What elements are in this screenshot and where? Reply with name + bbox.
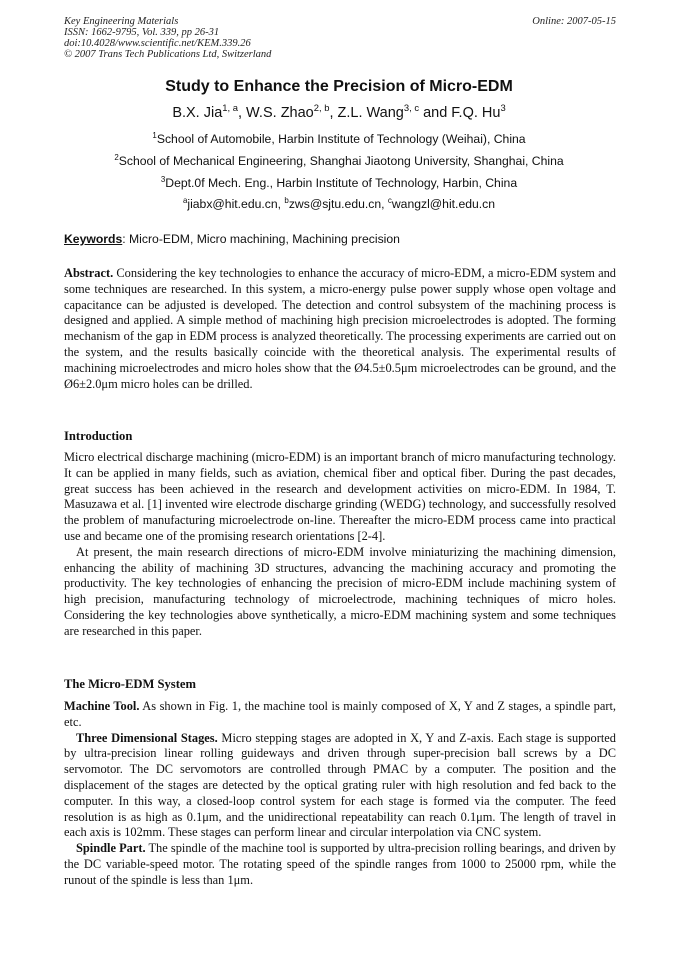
online-date: Online: 2007-05-15 <box>532 16 616 27</box>
affiliation-text: School of Automobile, Harbin Institute of Technology (Weihai), China <box>156 132 526 146</box>
abstract-label: Abstract. <box>64 266 114 280</box>
paper-title: Study to Enhance the Precision of Micro-EDM <box>165 78 513 95</box>
copyright-line: © 2007 Trans Tech Publications Ltd, Switzerland <box>64 49 272 60</box>
author-separator: , <box>237 105 247 121</box>
author-list <box>0 102 678 121</box>
intro-paragraph-2: At present, the main research directions of micro-EDM involve miniaturizing the machining dimension, enhancing the ability of machining 3D structures, advancing the machining accuracy and promoting the productivity. The key technologies of enhancing the precision of micro-EDM include machining system of high precision, manufacturing technology of microelectrode, machining techniques of micro holes. Considering the key technologies above synthetically, a micro-EDM machining system and some techniques are researched in this paper. <box>64 544 616 638</box>
affiliation-text: School of Mechanical Engineering, Shanghai Jiaotong University, Shanghai, China <box>118 154 564 168</box>
issn-line: ISSN: 1662-9795, Vol. 339, pp 26-31 <box>64 27 220 38</box>
system-body <box>64 699 616 889</box>
stages-paragraph <box>64 731 616 842</box>
author-affil-mark: 3 <box>500 102 506 114</box>
intro-paragraph-1: Micro electrical discharge machining (micro-EDM) is an important branch of micro manufacturing technology. It can be applied in many fields, such as aviation, chemical fiber and optical fiber. During the past decades, great success has been achieved in the research and development activities on micro-EDM. In 1984, T. Masuzawa et al. [1] invented wire electrode discharge grinding (WEDG) technology, and successfully resolved the problem of manufacturing microelectrode on-line. Thereafter the micro-EDM process came into practical use and became one of the promising research orientations [2-4]. <box>64 450 616 543</box>
keywords-line <box>64 232 616 246</box>
email-mark: c <box>387 195 392 205</box>
journal-header <box>64 16 616 60</box>
email-mark: b <box>284 195 289 205</box>
author-affil-mark: 3, c <box>403 102 420 114</box>
spindle-paragraph <box>64 841 616 888</box>
abstract-paragraph <box>64 266 616 392</box>
stages-text: Micro stepping stages are adopted in X, Y and Z-axis. Each stage is supported by ultra-precision linear rolling guideways and driven through super-precision ball screws by a DC servomotor. The DC servomotors are controlled through PMAC by a computer. The position and the displacement of the stages are detected by the optical grating ruler with high resolution and fed back to the computer. In this way, a closed-loop control system for each stage is formed via the computer. The feed resolution is as high as 0.1μm, and the unidirectional repeatability can reach 0.1μm. The length of travel in each axis is 102mm. These stages can perform linear and circular interpolation via CNC system. <box>64 730 616 840</box>
spindle-text: The spindle of the machine tool is supported by ultra-precision rolling bearings, and driven by the DC variable-speed motor. The rotating speed of the spindle ranges from 1000 to 25000 rpm, while the runout of the spindle is less than 1μm. <box>64 841 616 887</box>
email-mark: a <box>182 195 188 205</box>
system-heading: The Micro-EDM System <box>64 677 196 691</box>
machine-tool-paragraph <box>64 699 616 731</box>
stages-label: Three Dimensional Stages. <box>76 730 218 745</box>
keywords-label: Keywords <box>64 232 123 246</box>
author-affil-mark: 2, b <box>313 102 330 114</box>
affiliation-text: Dept.0f Mech. Eng., Harbin Institute of Technology, Harbin, China <box>165 176 518 190</box>
introduction-body <box>64 450 616 640</box>
doi-line: doi:10.4028/www.scientific.net/KEM.339.26 <box>64 38 251 49</box>
author-affil-mark: 1, a <box>222 102 238 114</box>
author-separator: , <box>329 105 338 121</box>
author-name: F.Q. Hu <box>451 105 501 121</box>
email-address: jiabx@hit.edu.cn, <box>187 197 285 211</box>
machine-tool-text: As shown in Fig. 1, the machine tool is mainly composed of X, Y and Z stages, a spindle part, etc. <box>64 699 617 729</box>
author-name: W.S. Zhao <box>246 105 314 121</box>
author-name: Z.L. Wang <box>337 105 404 121</box>
machine-tool-label: Machine Tool. <box>64 699 140 713</box>
author-name: B.X. Jia <box>172 105 223 121</box>
affiliation-mark: 3 <box>160 174 166 184</box>
spindle-label: Spindle Part. <box>76 841 146 856</box>
introduction-heading: Introduction <box>64 429 133 443</box>
keywords-text: : Micro-EDM, Micro machining, Machining precision <box>122 232 400 246</box>
email-address: wangzl@hit.edu.cn <box>391 197 496 211</box>
affiliation-mark: 1 <box>152 130 157 140</box>
affiliation-2 <box>0 154 678 168</box>
affiliation-mark: 2 <box>114 152 119 162</box>
journal-name: Key Engineering Materials <box>64 16 179 27</box>
abstract-text: Considering the key technologies to enhance the accuracy of micro-EDM, a micro-EDM system and some techniques are researched. In this system, a micro-energy pulse power supply whose open voltage and capacitance can be adjusted is developed. The detection and control subsystem of the machining process is designed and applied. A simple method of machining high precision microelectrodes is adopted. The forming mechanism of the gap in EDM process is analyzed theoretically. The processing experiments are carried out on the system, and the results basically coincide with the theoretical analysis. The experimental results of machining microelectrodes and micro holes show that the Ø4.5±0.5μm microelectrodes can be ground, and the Ø6±2.0μm micro holes can be drilled. <box>64 266 616 391</box>
email-line <box>0 197 678 211</box>
author-separator: and <box>419 105 452 121</box>
affiliation-3 <box>0 176 678 190</box>
affiliation-1 <box>0 132 678 146</box>
email-address: zws@sjtu.edu.cn, <box>288 197 388 211</box>
